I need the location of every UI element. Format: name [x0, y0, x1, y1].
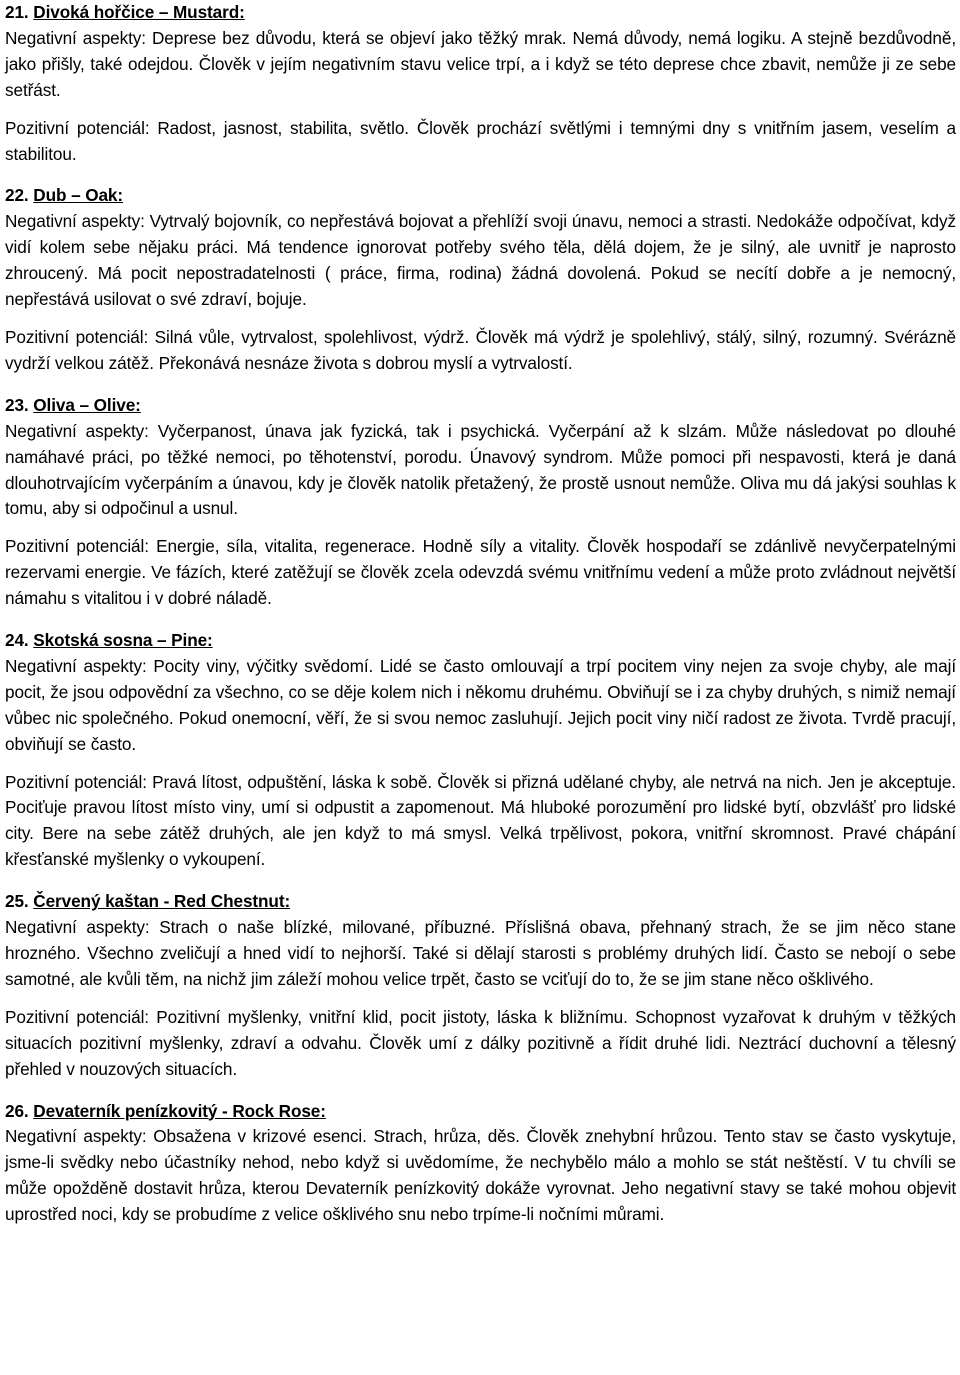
section-name: Divoká hořčice – Mustard: [33, 2, 245, 22]
negative-aspects-text: Negativní aspekty: Strach o naše blízké, milované, příbuzné. Příslišná obava, přehnaný strach, že se jim něco stane hrozného. Všechno zveličují a hned vidí to nejhorší. Také si dělají starosti s problémy druhých lidí. Často se nebojí o sebe samotné, ale kvůli těm, na nichž jim záleží mohou velice trpět, často se vciťují do to, že se jim stane něco ošklivého. [5, 917, 956, 989]
section-number: 25. [5, 891, 29, 912]
section-name: Červený kaštan - Red Chestnut: [33, 891, 291, 912]
section-number: 24. [5, 630, 29, 651]
section-name: Dub – Oak: [33, 185, 124, 206]
section-number: 22. [5, 185, 29, 206]
section-24-pine [5, 628, 956, 873]
section-22-oak [5, 183, 956, 376]
section-title [5, 889, 956, 915]
section-title [5, 393, 956, 419]
section-number: 23. [5, 394, 29, 415]
positive-potential-text: Pozitivní potenciál: Energie, síla, vitalita, regenerace. Hodně síly a vitality. Člověk hospodaří se zdánlivě nevyčerpatelnými rezervami energie. Ve fázích, které zatěžují se člověk zcela odevzdá svému vnitřnímu vedení a může proto zvládnout největší námahu s vitalitou i v dobré náladě. [5, 536, 956, 609]
section-title [5, 628, 956, 654]
positive-potential-text: Pozitivní potenciál: Pozitivní myšlenky, vnitřní klid, pocit jistoty, láska k bližnímu. Schopnost vyzařovat k druhým v těžkých situacích pozitivní myšlenky, zdraví a odvahu. Člověk umí z dálky pozitivně a řídit druhé lidi. Neztrácí duchovní a tělesný přehled v nouzových situacích. [5, 1006, 956, 1079]
section-21-mustard [5, 0, 956, 167]
section-name: Devaterník penízkovitý - Rock Rose: [33, 1100, 326, 1121]
positive-potential-text: Pozitivní potenciál: Silná vůle, vytrvalost, spolehlivost, výdrž. Člověk má výdrž je spolehlivý, stálý, silný, rozumný. Svérázně vydrží velkou zátěž. Překonává nesnáze života s dobrou myslí a vytrvalostí. [5, 326, 956, 373]
negative-aspects-text: Negativní aspekty: Deprese bez důvodu, která se objeví jako těžký mrak. Nemá důvody, nemá logiku. A stejně bezdůvodně, jako přišly, také odejdou. Člověk v jejím negativním stavu velice trpí, a i když se této deprese chce zbavit, nemůže ji ze sebe setřást. [5, 27, 956, 100]
section-26-rock-rose [5, 1099, 956, 1229]
section-title [5, 183, 956, 209]
section-23-olive [5, 393, 956, 612]
section-name: Skotská sosna – Pine: [33, 630, 213, 651]
negative-aspects-text: Negativní aspekty: Obsažena v krizové esenci. Strach, hrůza, děs. Člověk znehybní hrůzou. Tento stav se často vyskytuje, jsme-li svědky nebo účastníky nehod, nebo když si uvědomíme, že nechybělo málo a mohlo se stát neštěstí. V tu chvíli se může opožděně dostavit hrůza, kterou Devaterník penízkovitý dokáže vyrovnat. Jeho negativní stavy se také mohou objevit uprostřed noci, kdy se probudíme z velice ošklivého snu nebo trpíme-li nočními můrami. [5, 1126, 956, 1225]
section-title [5, 0, 956, 26]
section-25-red-chestnut [5, 889, 956, 1082]
section-number: 21. [5, 2, 29, 22]
positive-potential-text: Pozitivní potenciál: Pravá lítost, odpuštění, láska k sobě. Člověk si přizná udělané chyby, ale netrvá na nich. Jen je akceptuje. Pociťuje pravou lítost místo viny, umí si odpustit a zapomenout. Má hluboké porozumění pro lidské bytí, obzvlášť pro lidské city. Bere na sebe zátěž druhých, ale jen když to má smysl. Velká trpělivost, pokora, vnitřní skromnost. Pravé chápání křesťanské myšlenky o vykoupení. [5, 771, 956, 870]
positive-potential-text: Pozitivní potenciál: Radost, jasnost, stabilita, světlo. Člověk prochází světlými i temnými dny s vnitřním jasem, veselím a stabilitou. [5, 117, 956, 164]
section-name: Oliva – Olive: [33, 394, 141, 415]
section-title [5, 1099, 956, 1125]
negative-aspects-text: Negativní aspekty: Vytrvalý bojovník, co nepřestává bojovat a přehlíží svoji únavu, nemoci a strasti. Nedokáže odpočívat, když vidí kolem sebe nějaku práci. Má tendence ignorovat potřeby svého těla, dělá dojem, že je silný, ale uvnitř je naprosto zhroucený. Má pocit nepostradatelnosti ( práce, firma, rodina) žádná dovolená. Pokud se necítí dobře a je nemocný, nepřestává usilovat o své zdraví, bojuje. [5, 211, 956, 310]
negative-aspects-text: Negativní aspekty: Pocity viny, výčitky svědomí. Lidé se často omlouvají a trpí pocitem viny nejen za svoje chyby, ale mají pocit, že jsou odpovědní za všechno, co se děje kolem nich i někomu druhému. Obviňují se i za chyby druhých, s nimiž nemají vůbec nic společného. Pokud onemocní, věří, že si svou nemoc zasluhují. Jejich pocit viny ničí radost ze života. Tvrdě pracují, obviňují se často. [5, 655, 956, 754]
section-number: 26. [5, 1100, 29, 1121]
negative-aspects-text: Negativní aspekty: Vyčerpanost, únava jak fyzická, tak i psychická. Vyčerpání až k slzám. Může následovat po dlouhé namáhavé práci, po těžké nemoci, po těhotenství, porodu. Únavový syndrom. Může pomoci při nespavosti, která je daná dlouhotrvajícím vyčerpáním a únavou, kdy je člověk natolik přetažený, že prostě usnout nemůže. Oliva mu dá jakýsi souhlas k tomu, aby si odpočinul a usnul. [5, 420, 956, 519]
